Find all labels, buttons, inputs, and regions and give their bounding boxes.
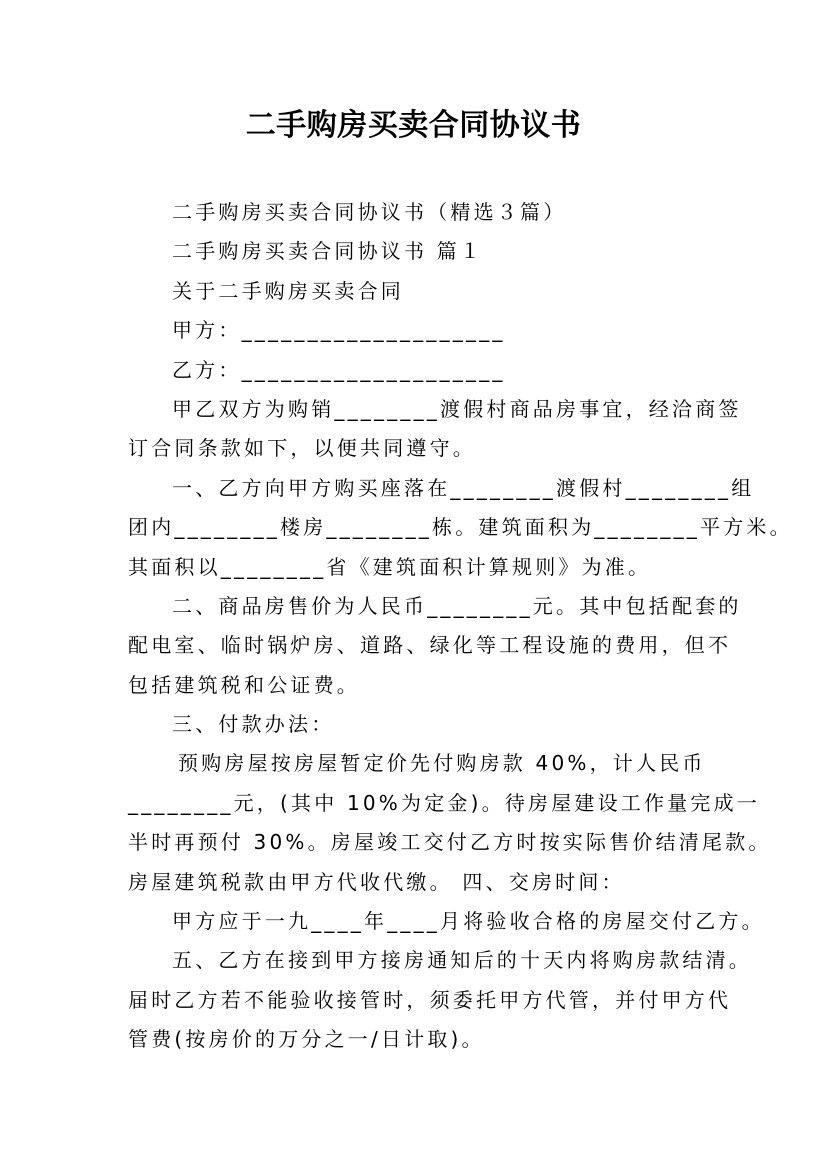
text-line: 关于二手购房买卖合同 [172,278,404,303]
text-line: 二、商品房售价为人民币________元。其中包括配套的 [172,593,742,618]
text-line: 五、乙方在接到甲方接房通知后的十天内将购房款结清。 [172,948,752,973]
text-line: 一、乙方向甲方购买座落在________渡假村________组 [172,475,755,500]
document-title: 二手购房买卖合同协议书 [245,108,582,143]
text-line: 二手购房买卖合同协议书 篇１ [172,239,484,264]
text-line: 配电室、临时锅炉房、道路、绿化等工程设施的费用，但不 [128,633,732,658]
text-line: 预购房屋按房屋暂定价先付购房款 40%，计人民币 [178,751,706,776]
text-line: 订合同条款如下，以便共同遵守。 [128,436,476,461]
text-line: 房屋建筑税款由甲方代收代缴。 四、交房时间： [128,869,625,894]
text-line: 三、付款办法： [172,712,335,737]
text-line: ________元，(其中 10%为定金)。待房屋建设工作量完成一 [128,790,761,815]
text-line: 团内________楼房________栋。建筑面积为________平方米。 [128,515,793,540]
text-line: 甲方应于一九____年____月将验收合格的房屋交付乙方。 [172,909,765,934]
document-body [128,193,793,1060]
text-line: 甲乙双方为购销________渡假村商品房事宜，经洽商签 [172,396,742,421]
text-line: 管费(按房价的万分之一/日计取)。 [128,1027,485,1052]
text-line: 届时乙方若不能验收接管时，须委托甲方代管，并付甲方代 [128,987,732,1012]
text-line: 二手购房买卖合同协议书（精选３篇） [172,200,567,224]
text-line: 其面积以________省《建筑面积计算规则》为准。 [128,554,652,579]
text-line: 半时再预付 30%。房屋竣工交付乙方时按实际售价结清尾款。 [128,830,772,855]
text-line: 乙方：____________________ [172,357,506,382]
text-line: 包括建筑税和公证费。 [128,672,360,697]
text-line: 甲方：____________________ [172,318,506,343]
